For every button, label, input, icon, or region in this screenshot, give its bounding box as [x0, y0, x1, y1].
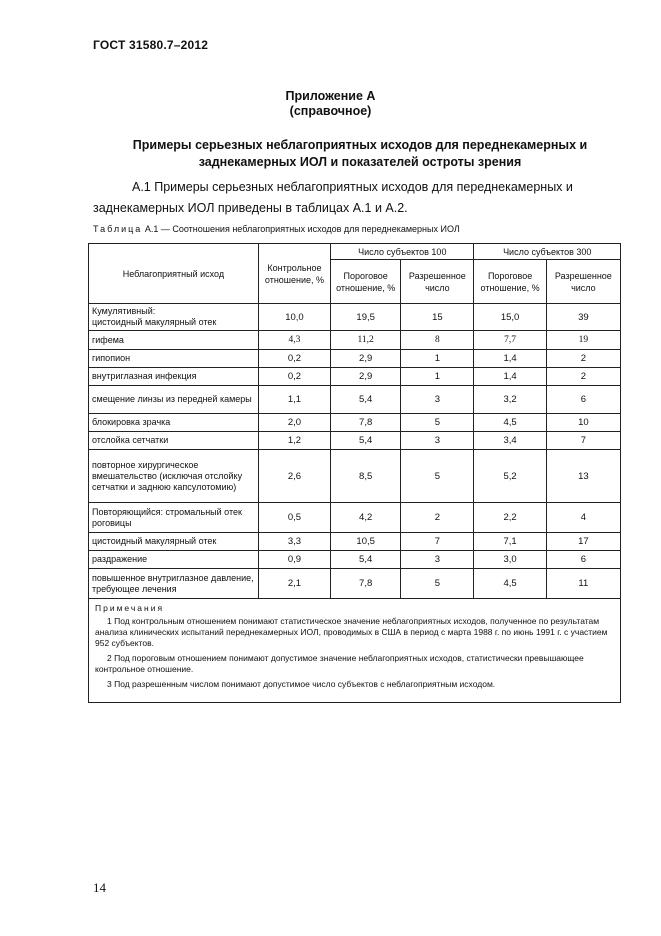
table-caption-label: Таблица [93, 224, 143, 234]
cell-control-ratio: 0,9 [258, 551, 330, 569]
header-allowed-100: Разрешенное число [401, 260, 474, 304]
cell-allowed-300: 19 [546, 331, 620, 350]
table-row [89, 368, 621, 386]
cell-outcome-name: отслойка сетчатки [89, 432, 259, 450]
cell-control-ratio: 3,3 [258, 533, 330, 551]
cell-threshold-100: 5,4 [331, 432, 401, 450]
table-body [89, 304, 621, 599]
cell-outcome-name: повышенное внутриглазное давление, требующее лечения [89, 569, 259, 599]
notes-title: Примечания [95, 603, 165, 613]
cell-threshold-300: 7,1 [474, 533, 546, 551]
cell-threshold-100: 19,5 [331, 304, 401, 331]
adverse-outcomes-table [88, 243, 621, 703]
table-row [89, 350, 621, 368]
section-title: Примеры серьезных неблагоприятных исходов для переднекамерных и заднекамерных ИОЛ и показателей остроты зрения [132, 138, 588, 169]
cell-control-ratio: 1,2 [258, 432, 330, 450]
cell-outcome-name: гипопион [89, 350, 259, 368]
cell-allowed-300: 6 [546, 551, 620, 569]
cell-allowed-300: 39 [546, 304, 620, 331]
cell-control-ratio: 0,2 [258, 368, 330, 386]
cell-threshold-100: 5,4 [331, 551, 401, 569]
cell-control-ratio: 0,2 [258, 350, 330, 368]
header-threshold-100: Пороговое отношение, % [331, 260, 401, 304]
table-row [89, 432, 621, 450]
cell-allowed-100: 15 [401, 304, 474, 331]
cell-outcome-name: Повторяющийся: стромальный отек роговицы [89, 503, 259, 533]
cell-allowed-100: 5 [401, 569, 474, 599]
cell-outcome-name: гифема [89, 331, 259, 350]
table-caption [93, 224, 460, 234]
cell-allowed-300: 10 [546, 414, 620, 432]
appendix-title: Приложение А [285, 89, 376, 103]
cell-outcome-name: внутриглазная инфекция [89, 368, 259, 386]
table-row [89, 414, 621, 432]
cell-threshold-100: 7,8 [331, 414, 401, 432]
note-1: 1 Под контрольным отношением понимают статистическое значение неблагоприятных исходов, полученное по результатам анализа клинических испытаний переднекамерных ИОЛ, проводимых в США в период с марта 1988 г. по июнь 1991 г. с участием 952 субъектов. [95, 616, 608, 648]
table-row [89, 569, 621, 599]
table-row [89, 533, 621, 551]
table-row [89, 386, 621, 414]
note-2: 2 Под пороговым отношением понимают допустимое значение неблагоприятных исходов, статистически превышающее контрольное отношение. [95, 653, 584, 674]
page-number: 14 [93, 880, 106, 895]
cell-allowed-100: 5 [401, 450, 474, 503]
cell-allowed-300: 7 [546, 432, 620, 450]
cell-outcome-name: Кумулятивный: цистоидный макулярный отек [89, 304, 259, 331]
cell-threshold-300: 1,4 [474, 350, 546, 368]
cell-threshold-100: 11,2 [331, 331, 401, 350]
cell-threshold-100: 2,9 [331, 368, 401, 386]
paragraph-line-2: заднекамерных ИОЛ приведены в таблицах А.1 и А.2. [93, 201, 408, 215]
cell-threshold-300: 3,0 [474, 551, 546, 569]
cell-threshold-300: 4,5 [474, 569, 546, 599]
cell-allowed-100: 7 [401, 533, 474, 551]
cell-allowed-100: 3 [401, 432, 474, 450]
cell-allowed-100: 2 [401, 503, 474, 533]
cell-threshold-300: 3,4 [474, 432, 546, 450]
cell-threshold-100: 5,4 [331, 386, 401, 414]
cell-threshold-100: 8,5 [331, 450, 401, 503]
cell-threshold-100: 2,9 [331, 350, 401, 368]
cell-threshold-300: 1,4 [474, 368, 546, 386]
cell-allowed-300: 17 [546, 533, 620, 551]
cell-allowed-300: 6 [546, 386, 620, 414]
cell-allowed-100: 1 [401, 368, 474, 386]
table-row [89, 304, 621, 331]
table-row [89, 551, 621, 569]
cell-control-ratio: 4,3 [258, 331, 330, 350]
cell-allowed-300: 13 [546, 450, 620, 503]
header-allowed-300: Разрешенное число [546, 260, 620, 304]
cell-control-ratio: 2,6 [258, 450, 330, 503]
cell-threshold-300: 3,2 [474, 386, 546, 414]
cell-threshold-300: 2,2 [474, 503, 546, 533]
cell-threshold-300: 7,7 [474, 331, 546, 350]
cell-outcome-name: раздражение [89, 551, 259, 569]
cell-threshold-300: 5,2 [474, 450, 546, 503]
header-group-300: Число субъектов 300 [474, 244, 621, 260]
cell-threshold-300: 4,5 [474, 414, 546, 432]
cell-control-ratio: 2,1 [258, 569, 330, 599]
cell-threshold-100: 10,5 [331, 533, 401, 551]
table-row [89, 450, 621, 503]
header-threshold-300: Пороговое отношение, % [474, 260, 546, 304]
note-3: 3 Под разрешенным числом понимают допустимое число субъектов с неблагоприятным исходом. [107, 679, 496, 689]
table-row [89, 503, 621, 533]
cell-threshold-100: 7,8 [331, 569, 401, 599]
cell-allowed-100: 3 [401, 551, 474, 569]
cell-threshold-100: 4,2 [331, 503, 401, 533]
header-outcome: Неблагоприятный исход [89, 244, 259, 304]
cell-allowed-100: 3 [401, 386, 474, 414]
cell-outcome-name: смещение линзы из передней камеры [89, 386, 259, 414]
appendix-subtitle: (справочное) [289, 104, 372, 118]
cell-allowed-300: 4 [546, 503, 620, 533]
table-notes [89, 599, 621, 703]
header-group-100: Число субъектов 100 [331, 244, 474, 260]
cell-control-ratio: 10,0 [258, 304, 330, 331]
table-caption-text: А.1 — Соотношения неблагоприятных исходов для переднекамерных ИОЛ [144, 224, 460, 234]
cell-allowed-300: 11 [546, 569, 620, 599]
cell-outcome-name: повторное хирургическое вмешательство (исключая отслойку сетчатки и заднюю капсулотомию) [89, 450, 259, 503]
cell-threshold-300: 15,0 [474, 304, 546, 331]
paragraph-line-1: А.1 Примеры серьезных неблагоприятных исходов для переднекамерных и [132, 180, 573, 194]
cell-outcome-name: цистоидный макулярный отек [89, 533, 259, 551]
cell-allowed-300: 2 [546, 350, 620, 368]
document-id: ГОСТ 31580.7–2012 [93, 38, 209, 52]
cell-allowed-100: 5 [401, 414, 474, 432]
cell-allowed-100: 8 [401, 331, 474, 350]
cell-control-ratio: 2,0 [258, 414, 330, 432]
table-row [89, 331, 621, 350]
cell-outcome-name: блокировка зрачка [89, 414, 259, 432]
cell-allowed-100: 1 [401, 350, 474, 368]
header-control-ratio: Контрольное отношение, % [258, 244, 330, 304]
cell-control-ratio: 0,5 [258, 503, 330, 533]
cell-allowed-300: 2 [546, 368, 620, 386]
cell-control-ratio: 1,1 [258, 386, 330, 414]
